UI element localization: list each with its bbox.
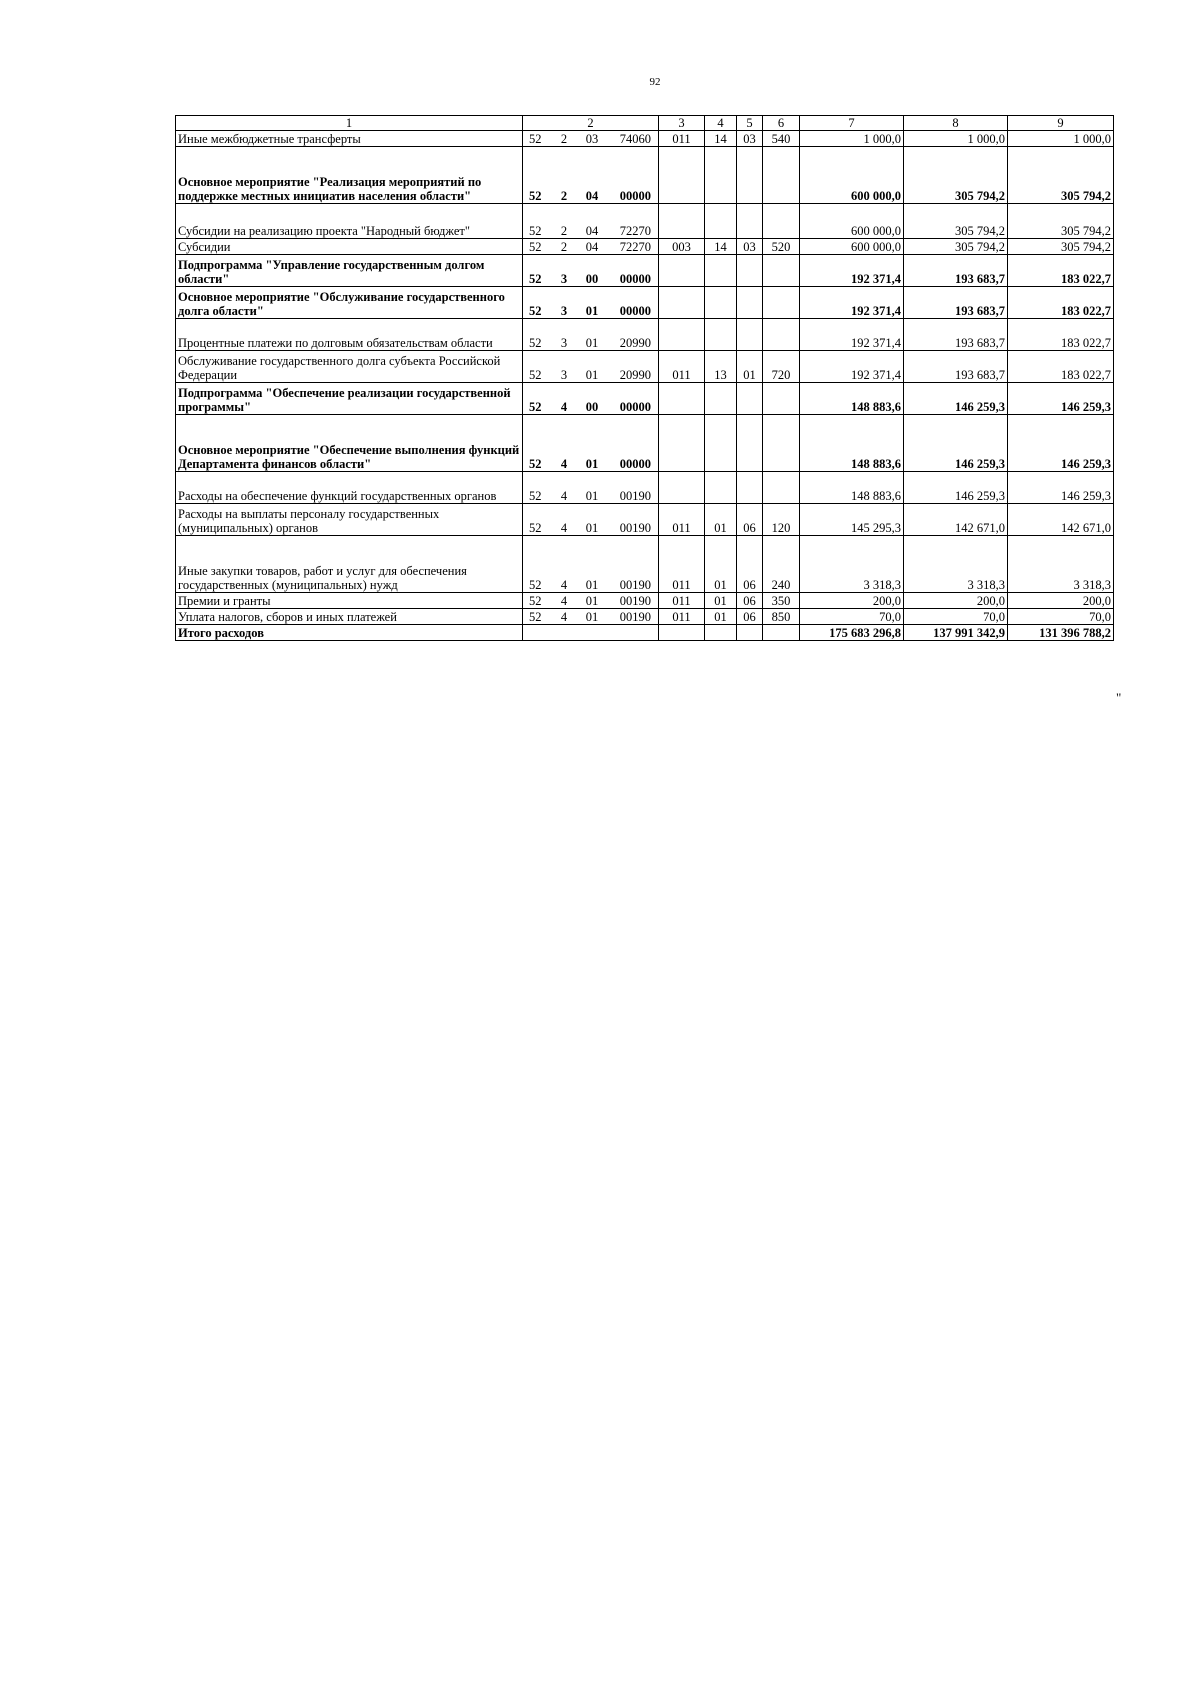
row-name: Процентные платежи по долговым обязательствам области — [176, 319, 523, 351]
program-code: 52 3 01 00000 — [523, 287, 659, 319]
value-col-9: 183 022,7 — [1008, 351, 1114, 383]
total-col-7: 175 683 296,8 — [800, 625, 904, 641]
value-col-8: 193 683,7 — [904, 351, 1008, 383]
program-code: 52 4 01 00190 — [523, 609, 659, 625]
row-name: Основное мероприятие "Обслуживание государственного долга области" — [176, 287, 523, 319]
code-col-5: 06 — [737, 504, 763, 536]
value-col-9: 200,0 — [1008, 593, 1114, 609]
header-row — [176, 116, 1114, 131]
code-col-4: 14 — [705, 131, 737, 147]
table-row — [176, 351, 1114, 383]
table-row — [176, 131, 1114, 147]
value-col-8: 146 259,3 — [904, 472, 1008, 504]
code-col-4 — [705, 319, 737, 351]
table-row — [176, 204, 1114, 239]
code-col-5: 06 — [737, 609, 763, 625]
code-col-3 — [659, 415, 705, 472]
code-col-6: 520 — [763, 239, 800, 255]
header-col-6: 6 — [763, 116, 800, 131]
code-col-4 — [705, 204, 737, 239]
program-code: 52 2 04 00000 — [523, 147, 659, 204]
program-code: 52 2 04 72270 — [523, 204, 659, 239]
value-col-8: 146 259,3 — [904, 415, 1008, 472]
value-col-9: 70,0 — [1008, 609, 1114, 625]
code-col-4 — [705, 472, 737, 504]
code-col-4 — [705, 415, 737, 472]
program-code: 52 4 01 00190 — [523, 472, 659, 504]
value-col-9: 305 794,2 — [1008, 204, 1114, 239]
table-row — [176, 383, 1114, 415]
code-col-5 — [737, 383, 763, 415]
row-name: Уплата налогов, сборов и иных платежей — [176, 609, 523, 625]
code-col-5 — [737, 472, 763, 504]
expenditure-table — [175, 115, 1114, 641]
code-col-3 — [659, 472, 705, 504]
table-row — [176, 536, 1114, 593]
table-row — [176, 287, 1114, 319]
code-col-4 — [705, 383, 737, 415]
table-row — [176, 593, 1114, 609]
code-col-6 — [763, 287, 800, 319]
code-col-5: 06 — [737, 593, 763, 609]
value-col-7: 70,0 — [800, 609, 904, 625]
row-name: Иные закупки товаров, работ и услуг для обеспечения государственных (муниципальных) нужд — [176, 536, 523, 593]
code-col-6 — [763, 204, 800, 239]
value-col-8: 142 671,0 — [904, 504, 1008, 536]
value-col-8: 3 318,3 — [904, 536, 1008, 593]
code-col-5 — [737, 204, 763, 239]
value-col-7: 600 000,0 — [800, 147, 904, 204]
total-label: Итого расходов — [176, 625, 523, 641]
code-col-4 — [705, 147, 737, 204]
code-col-6 — [763, 319, 800, 351]
value-col-7: 148 883,6 — [800, 472, 904, 504]
program-code: 52 4 01 00000 — [523, 415, 659, 472]
value-col-7: 1 000,0 — [800, 131, 904, 147]
header-col-4: 4 — [705, 116, 737, 131]
page-number: 92 — [649, 76, 661, 88]
header-col-7: 7 — [800, 116, 904, 131]
value-col-9: 183 022,7 — [1008, 319, 1114, 351]
value-col-7: 3 318,3 — [800, 536, 904, 593]
code-col-4: 01 — [705, 609, 737, 625]
code-col-4: 01 — [705, 504, 737, 536]
table-row — [176, 609, 1114, 625]
code-col-6 — [763, 147, 800, 204]
value-col-7: 145 295,3 — [800, 504, 904, 536]
code-col-3: 011 — [659, 504, 705, 536]
value-col-9: 305 794,2 — [1008, 147, 1114, 204]
row-name: Подпрограмма "Обеспечение реализации государственной программы" — [176, 383, 523, 415]
program-code: 52 3 01 20990 — [523, 351, 659, 383]
value-col-9: 183 022,7 — [1008, 255, 1114, 287]
code-col-3: 011 — [659, 609, 705, 625]
header-col-9: 9 — [1008, 116, 1114, 131]
value-col-9: 183 022,7 — [1008, 287, 1114, 319]
code-col-6 — [763, 472, 800, 504]
program-code: 52 4 01 00190 — [523, 536, 659, 593]
code-col-4 — [705, 287, 737, 319]
table-row — [176, 472, 1114, 504]
row-name: Основное мероприятие "Реализация мероприятий по поддержке местных инициатив населения области" — [176, 147, 523, 204]
program-code: 52 4 00 00000 — [523, 383, 659, 415]
code-col-5: 03 — [737, 131, 763, 147]
code-col-6 — [763, 415, 800, 472]
program-code: 52 4 01 00190 — [523, 504, 659, 536]
value-col-7: 148 883,6 — [800, 383, 904, 415]
program-code: 52 3 00 00000 — [523, 255, 659, 287]
code-col-3: 011 — [659, 593, 705, 609]
code-col-6: 240 — [763, 536, 800, 593]
total-col-9: 131 396 788,2 — [1008, 625, 1114, 641]
code-col-5 — [737, 255, 763, 287]
value-col-9: 146 259,3 — [1008, 472, 1114, 504]
code-col-3: 011 — [659, 536, 705, 593]
row-name: Иные межбюджетные трансферты — [176, 131, 523, 147]
table-row — [176, 504, 1114, 536]
value-col-7: 148 883,6 — [800, 415, 904, 472]
code-col-6: 850 — [763, 609, 800, 625]
row-name: Подпрограмма "Управление государственным долгом области" — [176, 255, 523, 287]
value-col-8: 193 683,7 — [904, 287, 1008, 319]
table-row — [176, 255, 1114, 287]
code-col-6 — [763, 383, 800, 415]
code-col-4: 01 — [705, 536, 737, 593]
header-col-3: 3 — [659, 116, 705, 131]
code-col-5 — [737, 319, 763, 351]
header-col-8: 8 — [904, 116, 1008, 131]
program-code: 52 3 01 20990 — [523, 319, 659, 351]
code-col-4: 14 — [705, 239, 737, 255]
value-col-9: 146 259,3 — [1008, 415, 1114, 472]
value-col-8: 193 683,7 — [904, 255, 1008, 287]
code-col-6 — [763, 255, 800, 287]
value-col-8: 200,0 — [904, 593, 1008, 609]
value-col-7: 600 000,0 — [800, 204, 904, 239]
value-col-9: 305 794,2 — [1008, 239, 1114, 255]
table-row — [176, 239, 1114, 255]
value-col-9: 3 318,3 — [1008, 536, 1114, 593]
value-col-8: 193 683,7 — [904, 319, 1008, 351]
code-col-5 — [737, 147, 763, 204]
total-col-8: 137 991 342,9 — [904, 625, 1008, 641]
table-row — [176, 415, 1114, 472]
code-col-3 — [659, 255, 705, 287]
value-col-7: 600 000,0 — [800, 239, 904, 255]
row-name: Основное мероприятие "Обеспечение выполнения функций Департамента финансов области" — [176, 415, 523, 472]
value-col-8: 70,0 — [904, 609, 1008, 625]
program-code: 52 4 01 00190 — [523, 593, 659, 609]
code-col-3 — [659, 383, 705, 415]
value-col-7: 192 371,4 — [800, 319, 904, 351]
code-col-6: 720 — [763, 351, 800, 383]
value-col-8: 305 794,2 — [904, 147, 1008, 204]
code-col-3: 011 — [659, 351, 705, 383]
header-col-5: 5 — [737, 116, 763, 131]
code-col-4: 01 — [705, 593, 737, 609]
value-col-8: 305 794,2 — [904, 204, 1008, 239]
code-col-5: 06 — [737, 536, 763, 593]
value-col-8: 146 259,3 — [904, 383, 1008, 415]
header-col-1: 1 — [176, 116, 523, 131]
table-row — [176, 319, 1114, 351]
value-col-9: 146 259,3 — [1008, 383, 1114, 415]
value-col-8: 1 000,0 — [904, 131, 1008, 147]
code-col-5 — [737, 287, 763, 319]
code-col-6: 120 — [763, 504, 800, 536]
value-col-9: 142 671,0 — [1008, 504, 1114, 536]
row-name: Премии и гранты — [176, 593, 523, 609]
code-col-6: 350 — [763, 593, 800, 609]
value-col-7: 192 371,4 — [800, 287, 904, 319]
row-name: Субсидии на реализацию проекта "Народный бюджет" — [176, 204, 523, 239]
code-col-6: 540 — [763, 131, 800, 147]
row-name: Расходы на обеспечение функций государственных органов — [176, 472, 523, 504]
row-name: Субсидии — [176, 239, 523, 255]
code-col-3: 011 — [659, 131, 705, 147]
value-col-7: 200,0 — [800, 593, 904, 609]
program-code: 52 2 04 72270 — [523, 239, 659, 255]
value-col-7: 192 371,4 — [800, 351, 904, 383]
code-col-3: 003 — [659, 239, 705, 255]
row-name: Расходы на выплаты персоналу государственных (муниципальных) органов — [176, 504, 523, 536]
code-col-5 — [737, 415, 763, 472]
header-col-2: 2 — [523, 116, 659, 131]
code-col-4 — [705, 255, 737, 287]
code-col-4: 13 — [705, 351, 737, 383]
row-name: Обслуживание государственного долга субъекта Российской Федерации — [176, 351, 523, 383]
code-col-3 — [659, 287, 705, 319]
value-col-7: 192 371,4 — [800, 255, 904, 287]
code-col-5: 03 — [737, 239, 763, 255]
value-col-9: 1 000,0 — [1008, 131, 1114, 147]
code-col-3 — [659, 147, 705, 204]
value-col-8: 305 794,2 — [904, 239, 1008, 255]
table-row — [176, 147, 1114, 204]
total-row — [176, 625, 1114, 641]
code-col-5: 01 — [737, 351, 763, 383]
code-col-3 — [659, 204, 705, 239]
program-code: 52 2 03 74060 — [523, 131, 659, 147]
closing-quote: " — [1116, 690, 1122, 705]
code-col-3 — [659, 319, 705, 351]
